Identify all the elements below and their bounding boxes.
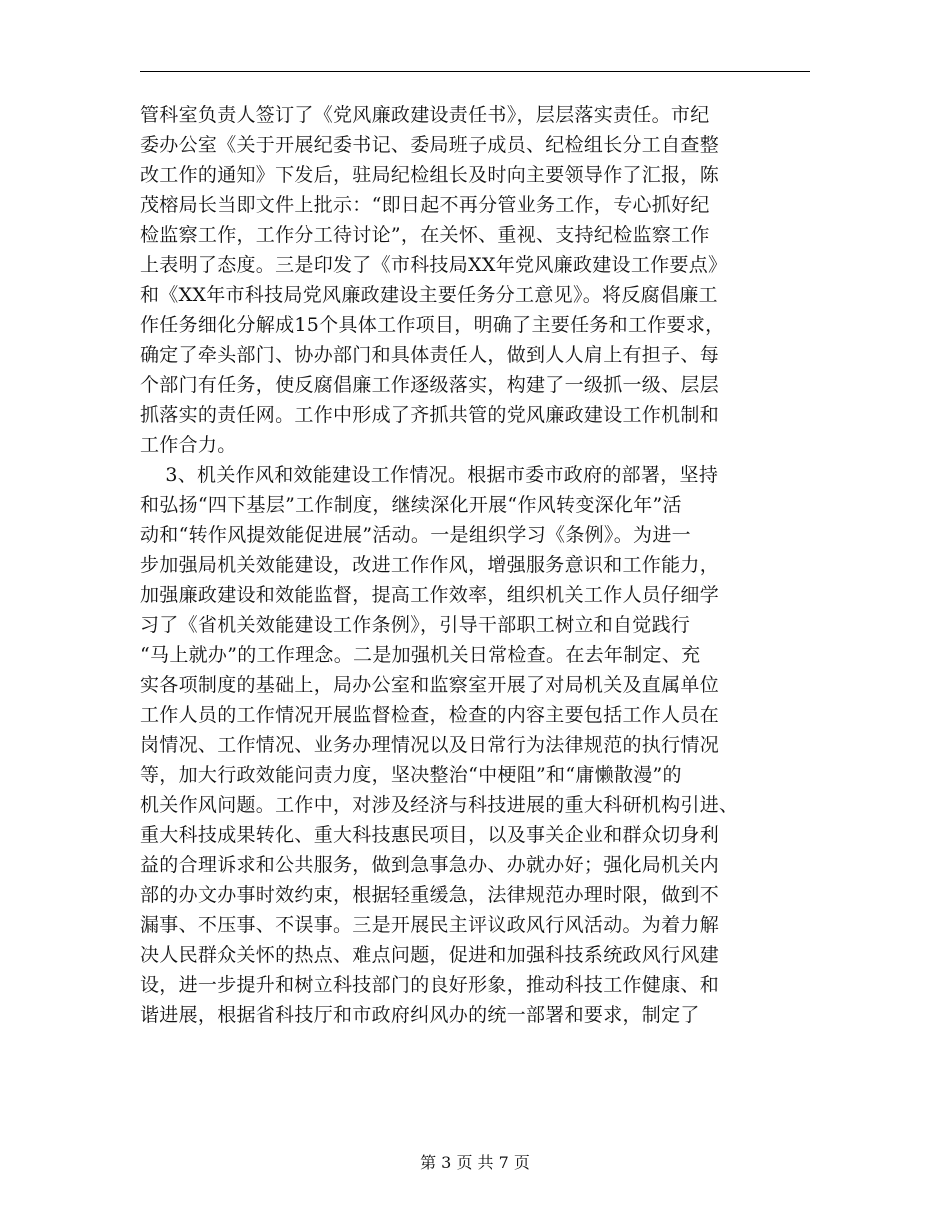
text-line: 和弘扬“四下基层”工作制度，继续深化开展“作风转变深化年”活: [140, 494, 682, 516]
text-line: 确定了牵头部门、协办部门和具体责任人，做到人人肩上有担子、每: [140, 344, 720, 366]
text-line: 习了《省机关效能建设工作条例》，引导干部职工树立和自觉践行: [140, 614, 691, 636]
text-line: 和《XX年市科技局党风廉政建设主要任务分工意见》。将反腐倡廉工: [140, 284, 718, 306]
body-text: [140, 100, 812, 1030]
text-line: 益的合理诉求和公共服务，做到急事急办、办就办好；强化局机关内: [140, 854, 720, 876]
text-line: 管科室负责人签订了《党风廉政建设责任书》，层层落实责任。市纪: [140, 104, 710, 126]
text-line: 委办公室《关于开展纪委书记、委局班子成员、纪检组长分工自查整: [140, 134, 720, 156]
text-line: 决人民群众关怀的热点、难点问题，促进和加强科技系统政风行风建: [140, 944, 720, 966]
page-number-footer: 第 3 页 共 7 页: [420, 1153, 530, 1172]
text-line: 个部门有任务，使反腐倡廉工作逐级落实，构建了一级抓一级、层层: [140, 374, 720, 396]
text-line: 实各项制度的基础上，局办公室和监察室开展了对局机关及直属单位: [140, 674, 720, 696]
text-line: 谐进展，根据省科技厅和市政府纠风办的统一部署和要求，制定了: [140, 1004, 700, 1026]
text-line: 3、机关作风和效能建设工作情况。根据市委市政府的部署，坚持: [140, 464, 719, 486]
text-line: 步加强局机关效能建设，改进工作作风，增强服务意识和工作能力，: [140, 554, 720, 576]
text-line: 加强廉政建设和效能监督，提高工作效率，组织机关工作人员仔细学: [140, 584, 720, 606]
text-line: “马上就办”的工作理念。二是加强机关日常检查。在去年制定、充: [140, 644, 701, 666]
text-line: 上表明了态度。三是印发了《市科技局XX年党风廉政建设工作要点》: [140, 254, 728, 276]
text-line: 改工作的通知》下发后，驻局纪检组长及时向主要领导作了汇报，陈: [140, 164, 720, 186]
header-rule: [140, 71, 810, 72]
text-line: 抓落实的责任网。工作中形成了齐抓共管的党风廉政建设工作机制和: [140, 404, 720, 426]
text-line: 茂榕局长当即文件上批示：“即日起不再分管业务工作，专心抓好纪: [140, 194, 710, 216]
text-line: 设，进一步提升和树立科技部门的良好形象，推动科技工作健康、和: [140, 974, 720, 996]
text-line: 部的办文办事时效约束，根据轻重缓急，法律规范办理时限，做到不: [140, 884, 720, 906]
text-line: 工作合力。: [140, 434, 237, 456]
text-line: 工作人员的工作情况开展监督检查，检查的内容主要包括工作人员在: [140, 704, 720, 726]
text-line: 机关作风问题。工作中，对涉及经济与科技进展的重大科研机构引进、: [140, 794, 739, 816]
text-line: 检监察工作，工作分工待讨论”，在关怀、重视、支持纪检监察工作: [140, 224, 710, 246]
text-line: 岗情况、工作情况、业务办理情况以及日常行为法律规范的执行情况: [140, 734, 720, 756]
text-line: 等，加大行政效能问责力度，坚决整治“中梗阻”和“庸懒散漫”的: [140, 764, 682, 786]
text-line: 重大科技成果转化、重大科技惠民项目，以及事关企业和群众切身利: [140, 824, 720, 846]
text-line: 动和“转作风提效能促进展”活动。一是组织学习《条例》。为进一: [140, 524, 691, 546]
text-line: 作任务细化分解成15个具体工作项目，明确了主要任务和工作要求，: [140, 314, 725, 336]
text-line: 漏事、不压事、不误事。三是开展民主评议政风行风活动。为着力解: [140, 914, 720, 936]
